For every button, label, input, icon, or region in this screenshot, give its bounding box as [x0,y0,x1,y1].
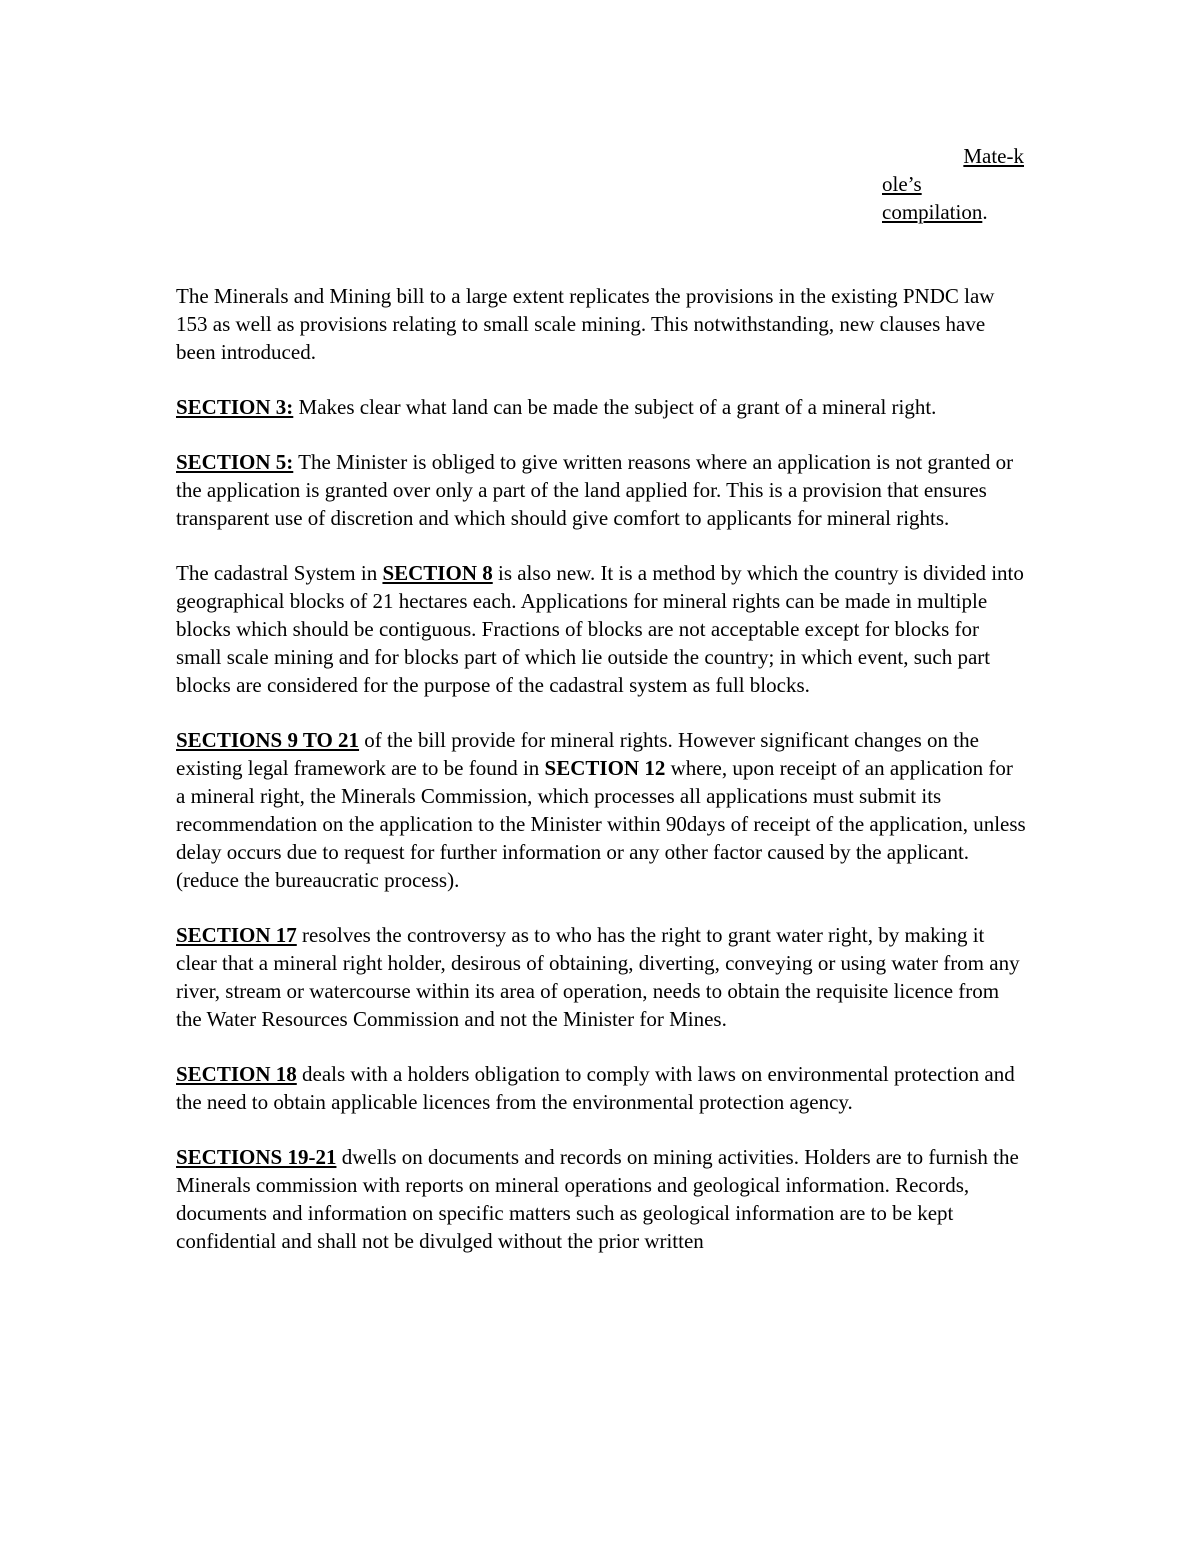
sections-9-to-21-text-a: of the bill provide for mineral rights. However significant changes on the existing legal framework are to be found in [176,728,979,780]
section-8-heading: SECTION 8 [382,561,493,585]
intro-text: The Minerals and Mining bill to a large extent replicates the provisions in the existing PNDC law 153 as well as provisions relating to small scale mining. This notwithstanding, new clauses have been introduced. [176,284,995,364]
section-5-heading: SECTION 5: [176,450,294,474]
section-5-paragraph [176,448,1026,532]
attribution-line-1: Mate-k [963,144,1024,168]
attribution-line-2 [882,170,1024,198]
section-3-paragraph [176,393,1026,421]
section-17-text: resolves the controversy as to who has the right to grant water right, by making it clear that a mineral right holder, desirous of obtaining, diverting, conveying or using water from any river, stream or watercourse within its area of operation, needs to obtain the requisite licence from the Water Resources Commission and not the Minister for Mines. [176,923,1020,1031]
attribution-line-3 [882,198,1024,226]
section-8-paragraph [176,559,1026,699]
section-18-paragraph [176,1060,1026,1116]
sections-19-21-text: dwells on documents and records on mining activities. Holders are to furnish the Minerals commission with reports on mineral operations and geological information. Records, documents and information on specific matters such as geological information are to be kept confidential and shall not be divulged without the prior written [176,1145,1019,1253]
attribution-period: . [982,200,988,224]
sections-9-to-21-text-b: where, upon receipt of an application for a mineral right, the Minerals Commission, which processes all applications must submit its recommendation on the application to the Minister within 90days of receipt of the application, unless delay occurs due to request for further information or any other factor caused by the applicant.(reduce the bureaucratic process). [176,756,1026,892]
section-5-text: The Minister is obliged to give written reasons where an application is not granted or the application is granted over only a part of the land applied for. This is a provision that ensures transparent use of discretion and which should give comfort to applicants for mineral rights. [176,450,1014,530]
section-18-text: deals with a holders obligation to comply with laws on environmental protection and the need to obtain applicable licences from the environmental protection agency. [176,1062,1015,1114]
sections-9-to-21-heading: SECTIONS 9 TO 21 [176,728,360,752]
section-8-text: is also new. It is a method by which the country is divided into geographical blocks of 21 hectares each. Applications for mineral rights can be made in multiple blocks which should be contiguous. Fractions of blocks are not acceptable except for blocks for small scale mining and for blocks part of which lie outside the country; in which event, such part blocks are considered for the purpose of the cadastral system as full blocks. [176,561,1024,697]
document-body [176,282,1026,1282]
section-17-heading: SECTION 17 [176,923,297,947]
attribution-line-3-text: compilation [882,200,983,224]
intro-paragraph [176,282,1026,366]
section-3-heading: SECTION 3: [176,395,294,419]
section-12-reference: SECTION 12 [544,756,666,780]
section-3-text: Makes clear what land can be made the subject of a grant of a mineral right. [293,395,937,419]
sections-9-to-21-paragraph [176,726,1026,894]
section-17-paragraph [176,921,1026,1033]
author-attribution [882,142,1024,226]
sections-19-21-paragraph [176,1143,1026,1255]
sections-19-21-heading: SECTIONS 19-21 [176,1145,337,1169]
section-8-lead-text: The cadastral System in [176,561,383,585]
section-18-heading: SECTION 18 [176,1062,297,1086]
attribution-line-2-text: ole’s [882,172,922,196]
